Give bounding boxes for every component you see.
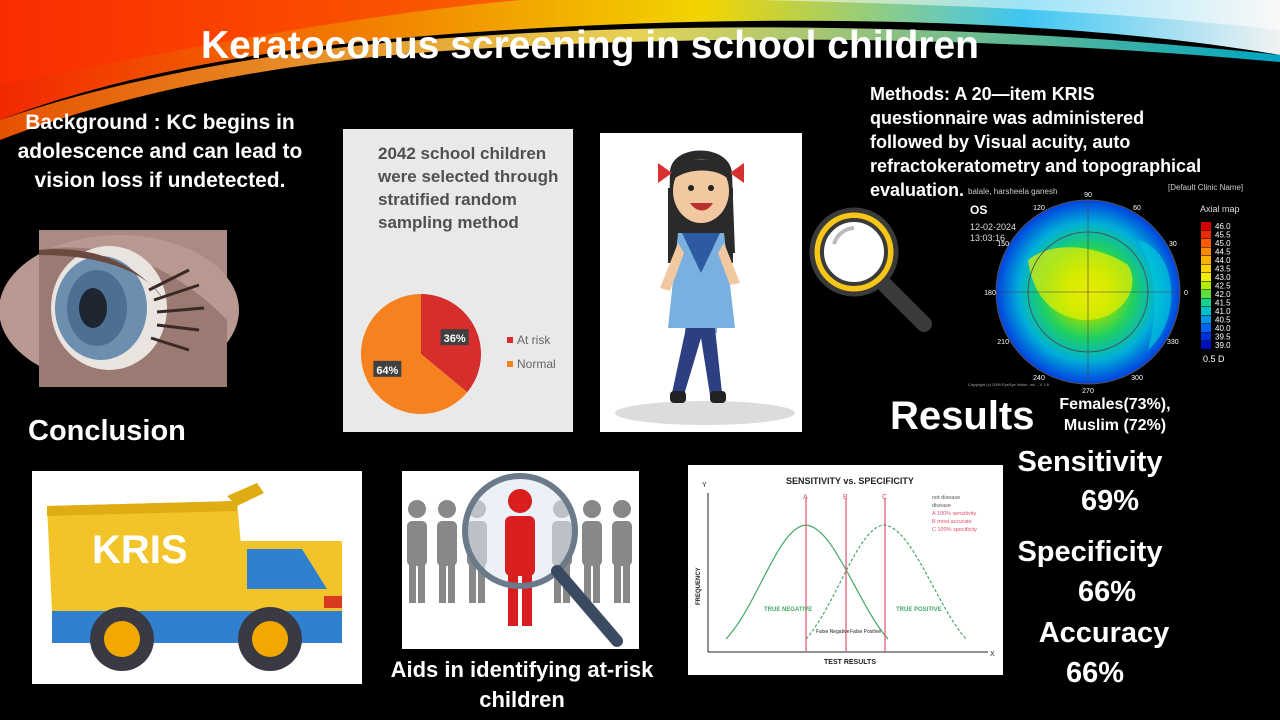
topo-clinic: [Default Clinic Name] <box>1168 183 1244 192</box>
sampling-pie-chart-panel <box>343 129 573 432</box>
topo-scale-value: 39.5 <box>1215 332 1231 342</box>
pie-chart <box>361 294 481 414</box>
people-magnifier-illustration <box>402 471 639 649</box>
sample-text: 2042 school children were selected through stratified random sampling method <box>378 144 559 232</box>
sens-chart-title: SENSITIVITY vs. SPECIFICITY <box>786 476 914 486</box>
topo-scale-swatch <box>1201 231 1211 239</box>
topo-scale-value: 39.0 <box>1215 341 1231 350</box>
background-text: Background : KC begins in adolescence and can lead to vision loss if undetected. <box>17 111 303 192</box>
topo-scale-swatch <box>1201 307 1211 315</box>
y-axis-letter: Y <box>702 482 707 489</box>
topo-eye: OS <box>970 203 988 217</box>
slide-title: Keratoconus screening in school children <box>200 24 979 67</box>
accuracy-value: 66% <box>1065 657 1125 689</box>
topo-scale-value: 42.0 <box>1215 290 1231 299</box>
topo-scale-swatch <box>1201 248 1211 256</box>
corneal-topography-map <box>958 180 1278 395</box>
topo-scale-value: 43.5 <box>1215 264 1231 274</box>
schoolgirl-illustration <box>600 133 802 432</box>
aids-text: Aids in identifying at-risk children <box>390 657 654 712</box>
topo-scale-value: 45.0 <box>1215 239 1231 248</box>
topo-angle-label: 270 <box>1082 388 1094 395</box>
topo-scale-swatch <box>1201 316 1211 324</box>
topo-patient: balale, harsheela ganesh <box>968 187 1058 196</box>
specificity-label: Specificity <box>1017 536 1163 568</box>
topo-angle-label: 300 <box>1131 374 1143 382</box>
topo-scale-value: 41.5 <box>1215 298 1231 308</box>
test-results-axis-label: TEST RESULTS <box>824 659 876 666</box>
pie-data-label: 36% <box>443 333 466 346</box>
legend-a: A 100% sensitivity <box>932 511 977 517</box>
topo-map-label: Axial map <box>1200 204 1240 214</box>
topo-scale-swatch <box>1201 333 1211 341</box>
topo-scale-value: 40.5 <box>1215 315 1231 325</box>
topo-scale-value: 41.0 <box>1215 307 1231 316</box>
topo-scale-value: 44.0 <box>1215 256 1231 265</box>
magnifier-icon <box>806 204 936 336</box>
topo-scale-value: 43.0 <box>1215 273 1231 282</box>
topo-scale-value: 46.0 <box>1215 222 1231 231</box>
topo-angle-label: 240 <box>1033 374 1045 382</box>
topo-scale-swatch <box>1201 265 1211 273</box>
legend-label-normal: Normal <box>517 357 556 371</box>
topo-step: 0.5 D <box>1203 354 1225 364</box>
topo-scale-swatch <box>1201 273 1211 281</box>
marker-b: B <box>843 494 848 501</box>
legend-not-disease: not disease <box>932 495 961 501</box>
topo-scale-swatch <box>1201 282 1211 290</box>
not-disease-curve <box>726 525 888 639</box>
pie-legend <box>507 333 556 371</box>
topo-angle-label: 150 <box>997 241 1009 248</box>
topo-scale-swatch <box>1201 299 1211 307</box>
true-positive-label: TRUE POSITIVE <box>896 607 942 613</box>
topo-scale-swatch <box>1201 256 1211 264</box>
frequency-axis-label: FREQUENCY <box>696 567 702 605</box>
conclusion-heading: Conclusion <box>28 415 186 447</box>
topo-angle-label: 0 <box>1184 290 1188 297</box>
legend-swatch-at-risk <box>507 337 513 343</box>
topo-scale-value: 44.5 <box>1215 247 1231 257</box>
false-negative-label: False Negative <box>816 629 850 635</box>
sensitivity-value: 69% <box>1080 485 1140 517</box>
legend-disease: disease <box>932 503 951 509</box>
marker-a: A <box>803 494 808 501</box>
legend-swatch-normal <box>507 361 513 367</box>
topo-angle-label: 180 <box>984 290 996 297</box>
x-axis-letter: X <box>990 651 995 658</box>
topo-scale-value: 40.0 <box>1215 324 1231 333</box>
false-positive-label: False Positive <box>850 629 882 635</box>
kris-truck-illustration <box>32 471 362 684</box>
topo-scale-swatch <box>1201 222 1211 230</box>
legend-b: B most accurate <box>932 519 972 525</box>
legend-c: C 100% specificity <box>932 527 977 533</box>
topo-date: 12-02-2024 <box>970 222 1017 232</box>
topo-angle-label: 210 <box>997 339 1009 346</box>
topo-scale-swatch <box>1201 341 1211 349</box>
topo-scale-swatch <box>1201 324 1211 332</box>
topo-copyright: Copyright (c) 2009 EyeSys Vision, Inc. - V 2.6 <box>968 382 1050 387</box>
results-heading: Results <box>890 394 1035 438</box>
topo-scale-swatch <box>1201 290 1211 298</box>
demographics-text: Females(73%), Muslim (72%) <box>1059 396 1171 434</box>
legend-label-at-risk: At risk <box>517 333 551 347</box>
accuracy-label: Accuracy <box>1038 617 1170 649</box>
topo-scale-value: 45.5 <box>1215 230 1231 240</box>
topo-angle-label: 90 <box>1084 192 1092 199</box>
sensitivity-label: Sensitivity <box>1017 446 1163 478</box>
disease-curve <box>806 525 966 639</box>
topo-angle-label: 330 <box>1167 339 1179 346</box>
truck-label: KRIS <box>92 528 188 572</box>
topo-time: 13:03:16 <box>970 233 1006 243</box>
topo-angle-label: 30 <box>1168 241 1177 248</box>
sensitivity-specificity-diagram <box>688 465 1003 675</box>
methods-text: Methods: A 20—item KRIS questionnaire was administered followed by Visual acuity, auto refractokeratometry and topographical evaluation. <box>870 84 1202 200</box>
eye-photo <box>39 230 227 387</box>
pie-data-label: 64% <box>376 364 399 377</box>
topo-scale-value: 42.5 <box>1215 281 1231 291</box>
marker-c: C <box>882 494 888 501</box>
topo-scale-swatch <box>1201 239 1211 247</box>
topo-angle-label: 120 <box>1033 205 1045 213</box>
specificity-value: 66% <box>1077 576 1137 608</box>
true-negative-label: TRUE NEGATIVE <box>764 607 813 613</box>
topo-angle-label: 60 <box>1133 205 1141 213</box>
